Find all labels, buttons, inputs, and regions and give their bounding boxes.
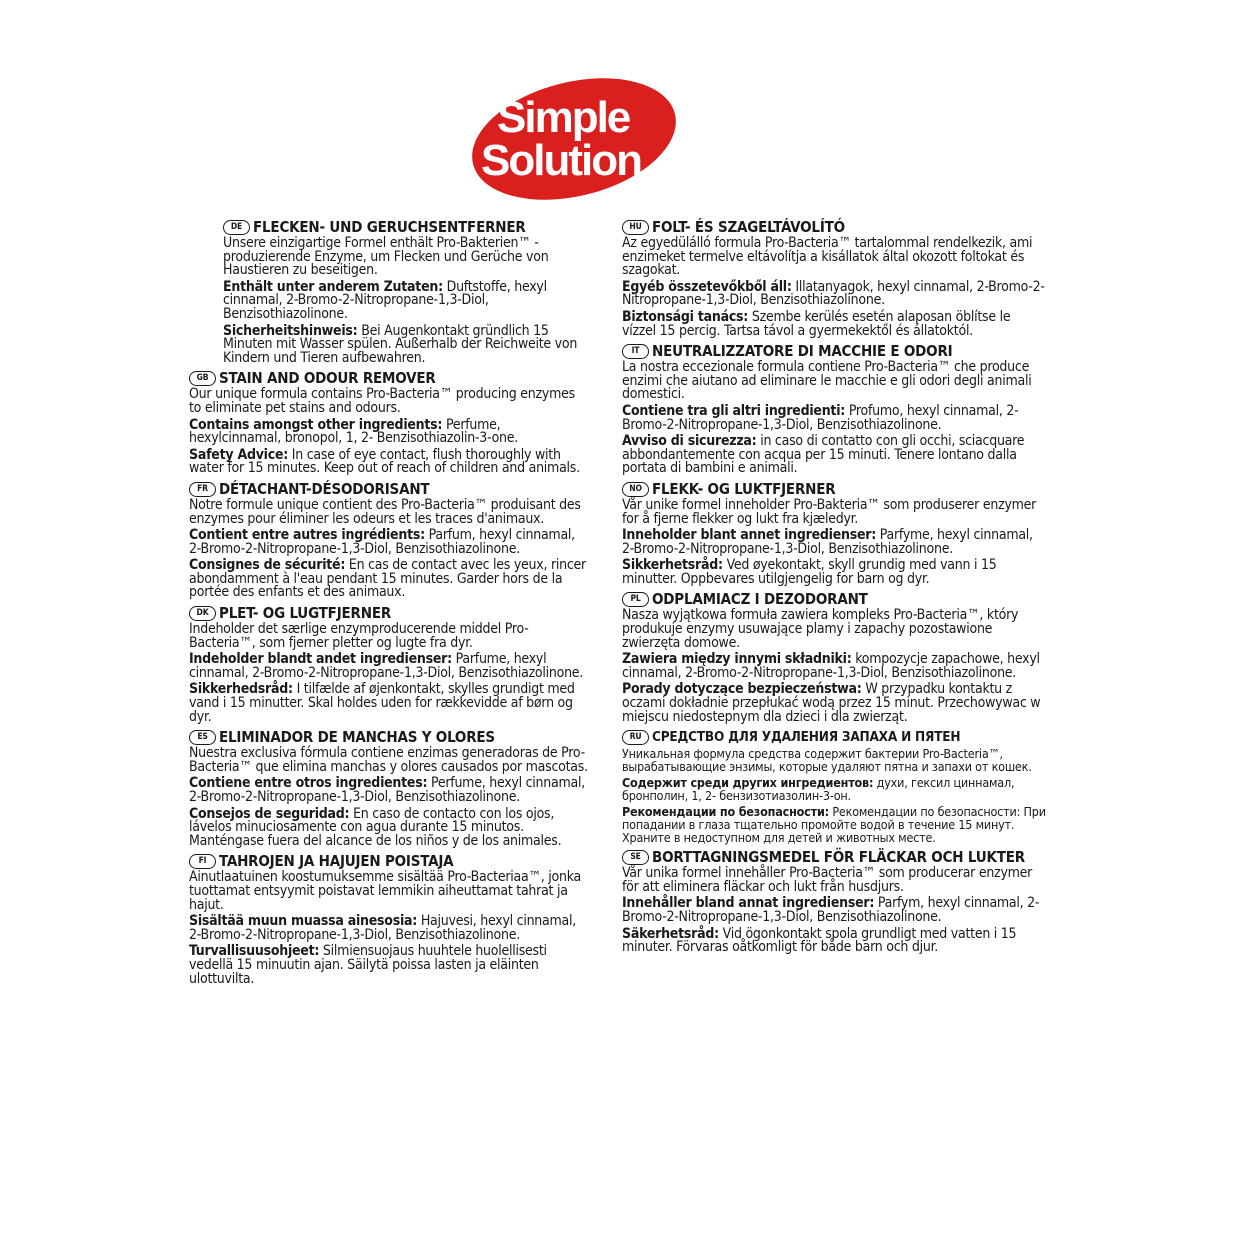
ingredients-text: Profumo, hexyl cinnamal, 2-Bromo-2-Nitropropane-1,3-Diol, Benzisothiazolinone. (622, 402, 1019, 433)
safety-paragraph (622, 925, 1047, 956)
ingredients-paragraph (223, 278, 589, 322)
safety-text: Vid ögonkontakt spola grundligt med vatten i 15 minuter. Förvaras oåtkomligt för både barn och djur. (622, 925, 1017, 956)
section-heading (189, 371, 589, 386)
section-description: Nuestra exclusiva fórmula contiene enzimas generadoras de Pro-Bacteria™ que elimina manchas y olores causados por mascotas. (189, 745, 588, 775)
section-title: FOLT- ÉS SZAGELTÁVOLÍTÓ (652, 218, 845, 236)
section-description: Vår unika formel innehåller Pro-Bacteria™ som producerar enzymer för att eliminera fläckar och lukt från husdjurs. (622, 865, 1033, 895)
ingredients-label: Enthält unter anderem Zutaten: (223, 278, 443, 295)
ingredients-text: Parfume, hexyl cinnamal, 2-Bromo-2-Nitropropane-1,3-Diol, Benzisothiazolinone. (189, 651, 584, 681)
section-it (622, 344, 1047, 476)
section-ru (622, 730, 1047, 844)
section-de (189, 220, 589, 365)
ingredients-label: Содержит среди других ингредиентов: (622, 775, 874, 791)
country-code-badge: PL (622, 592, 649, 607)
section-title: TAHROJEN JA HAJUJEN POISTAJA (219, 852, 454, 871)
section-description: Уникальная формула средства содержит бактерии Pro-Bacteria™, вырабатывающие энзимы, которые удаляют пятна и запахи от кошек. (622, 746, 1032, 775)
ingredients-label: Contient entre autres ingrédients: (189, 527, 425, 544)
section-es (189, 730, 589, 848)
section-description: Az egyedülálló formula Pro-Bacteria™ tartalommal rendelkezik, ami enzimeket termelve eltávolítja a kisállatok által okozott foltokat és szagokat. (622, 235, 1033, 279)
country-code-badge: DK (189, 606, 216, 621)
ingredients-label: Inneholder blant annet ingredienser: (622, 527, 877, 544)
section-heading (189, 606, 589, 621)
safety-label: Consejos de seguridad: (189, 805, 350, 822)
safety-text: Bei Augenkontakt gründlich 15 Minuten mit Wasser spülen. Außerhalb der Reichweite von Kindern und Tieren aufbewahren. (223, 322, 578, 366)
safety-text: Ved øyekontakt, skyll grundig med vann i 15 minutter. Oppbevares utilgjengelig for barn og dyr. (622, 557, 997, 587)
section-heading (622, 220, 1047, 235)
safety-text: Рекомендации по безопасности: При попадании в глаза тщательно промойте водой в течение 15 минут. Храните в недоступном для детей и животных месте. (622, 804, 1046, 846)
right-column (622, 220, 1047, 961)
section-title: PLET- OG LUGTFJERNER (219, 604, 392, 623)
section-title: ELIMINADOR DE MANCHAS Y OLORES (219, 728, 495, 747)
section-dk (189, 606, 589, 724)
safety-paragraph (189, 805, 589, 849)
section-no (622, 479, 1047, 587)
section-heading (189, 730, 589, 745)
safety-label: Biztonsági tanács: (622, 308, 749, 325)
safety-paragraph (189, 559, 589, 600)
section-title: ODPLAMIACZ I DEZODORANT (652, 590, 868, 609)
section-pl (622, 592, 1047, 724)
safety-text: En caso de contacto con los ojos, lávelos minuciosamente con agua durante 15 minutos. Manténgase fuera del alcance de los niños y de los animales. (189, 805, 562, 849)
section-title: NEUTRALIZZATORE DI MACCHIE E ODORI (652, 342, 953, 361)
section-title: BORTTAGNINGSMEDEL FÖR FLÄCKAR OCH LUKTER (652, 848, 1025, 867)
country-code-badge: GB (189, 371, 216, 386)
safety-paragraph (622, 308, 1047, 339)
section-description: Our unique formula contains Pro-Bacteria™ producing enzymes to eliminate pet stains and odours. (189, 386, 575, 416)
safety-label: Consignes de sécurité: (189, 557, 346, 574)
safety-paragraph (622, 683, 1047, 724)
country-code-badge: NO (622, 482, 649, 497)
section-heading (189, 479, 589, 498)
section-fr (189, 479, 589, 601)
ingredients-text: Hajuvesi, hexyl cinnamal, 2-Bromo-2-Nitropropane-1,3-Diol, Benzisothiazolinone. (189, 913, 576, 943)
ingredients-paragraph (622, 402, 1047, 433)
safety-label: Sikkerhetsråd: (622, 557, 723, 574)
safety-text: Szembe kerülés esetén alaposan öblítse le vízzel 15 percig. Tartsa távol a gyermekektől és állatoktól. (622, 308, 1011, 339)
safety-label: Säkerhetsråd: (622, 925, 719, 942)
section-description: La nostra eccezionale formula contiene Pro-Bacteria™ che produce enzimi che aiutano ad eliminare le macchie e gli odori degli animali domestici. (622, 359, 1032, 403)
ingredients-label: Contains amongst other ingredients: (189, 416, 443, 433)
ingredients-text: Perfume, hexyl cinnamal, 2-Bromo-2-Nitropropane-1,3-Diol, Benzisothiazolinone. (189, 775, 585, 805)
ingredients-paragraph (189, 653, 589, 680)
ingredients-paragraph (622, 529, 1047, 556)
section-heading (622, 344, 1047, 359)
left-column (189, 220, 589, 992)
ingredients-text: Duftstoffe, hexyl cinnamal, 2-Bromo-2-Nitropropane-1,3-Diol, Benzisothiazolinone. (223, 278, 547, 322)
ingredients-text: духи, гексил циннамал, бронполин, 1, 2- бензизотиазолин-3-он. (622, 775, 1015, 804)
safety-label: Porady dotyczące bezpieczeństwa: (622, 681, 862, 698)
section-heading (622, 479, 1047, 498)
ingredients-label: Egyéb összetevőkből áll: (622, 278, 792, 295)
country-code-badge: FI (189, 854, 216, 869)
logo-line-2: Solution (481, 136, 641, 185)
ingredients-paragraph (189, 777, 589, 804)
ingredients-label: Contiene entre otros ingredientes: (189, 775, 428, 792)
ingredients-paragraph (622, 897, 1047, 924)
country-code-badge: ES (189, 730, 216, 745)
simple-solution-logo (467, 77, 681, 201)
safety-paragraph (189, 446, 589, 477)
ingredients-label: Zawiera między innymi składniki: (622, 651, 852, 668)
ingredients-text: Perfume, hexylcinnamal, bronopol, 1, 2- Benzisothiazolin-3-one. (189, 416, 519, 447)
section-description: Indeholder det særlige enzymproducerende middel Pro-Bacteria™, som fjerner pletter og lugte fra dyr. (189, 621, 529, 651)
safety-text: En cas de contact avec les yeux, rincer abondamment à l'eau pendant 15 minutes. Garder hors de la portée des enfants et des animaux. (189, 557, 586, 601)
safety-text: In case of eye contact, flush thoroughly with water for 15 minutes. Keep out of reach of children and animals. (189, 446, 580, 477)
ingredients-paragraph (189, 416, 589, 447)
section-heading (622, 730, 1047, 745)
section-heading (622, 592, 1047, 607)
safety-label: Turvallisuusohjeet: (189, 943, 320, 960)
section-heading (189, 854, 589, 869)
country-code-badge: HU (622, 220, 649, 235)
ingredients-text: Parfyme, hexyl cinnamal, 2-Bromo-2-Nitropropane-1,3-Diol, Benzisothiazolinone. (622, 527, 1033, 557)
section-description: Ainutlaatuinen koostumuksemme sisältää Pro-Bacteriaa™, jonka tuottamat entsyymit poistavat lemmikin aiheuttamat tahrat ja hajut. (189, 869, 582, 913)
country-code-badge: FR (189, 482, 216, 497)
safety-text: Silmiensuojaus huuhtele huolellisesti vedellä 15 minuutin ajan. Säilytä poissa lasten ja eläinten ulottuvilta. (189, 943, 547, 987)
ingredients-paragraph (622, 653, 1047, 680)
section-title: СРЕДСТВО ДЛЯ УДАЛЕНИЯ ЗАПАХА И ПЯТЕН (652, 729, 961, 746)
section-hu (622, 220, 1047, 338)
ingredients-paragraph (622, 278, 1047, 309)
safety-label: Safety Advice: (189, 446, 289, 463)
safety-paragraph (622, 805, 1047, 844)
section-title: FLECKEN- UND GERUCHSENTFERNER (253, 218, 526, 236)
country-code-badge: RU (622, 730, 649, 745)
section-heading (223, 220, 589, 235)
country-code-badge: DE (223, 220, 250, 235)
section-title: FLEKK- OG LUKTFJERNER (652, 479, 836, 498)
section-description: Nasza wyjątkowa formuła zawiera kompleks Pro-Bacteria™, który produkuje enzymy usuwające plamy i zapachy pozostawione zwierzęta domowe. (622, 607, 1019, 651)
logo-line-1: Simple (497, 93, 630, 142)
country-code-badge: SE (622, 850, 649, 865)
safety-text: W przypadku kontaktu z oczami dokładnie przepłukać wodą przez 15 minut. Przechowywac w miejscu niedostepnym dla dzieci i dla zwierząt. (622, 681, 1041, 725)
safety-label: Avviso di sicurezza: (622, 433, 757, 450)
ingredients-label: Sisältää muun muassa ainesosia: (189, 913, 418, 930)
ingredients-paragraph (622, 776, 1047, 802)
section-title: DÉTACHANT-DÉSODORISANT (219, 479, 430, 498)
safety-paragraph (223, 322, 589, 366)
safety-text: in caso di contatto con gli occhi, sciacquare abbondantemente con acqua per 15 minuti. Tenere lontano dalla portata di bambini e animali. (622, 433, 1025, 477)
section-fi (189, 854, 589, 986)
section-se (622, 850, 1047, 955)
section-description: Unsere einzigartige Formel enthält Pro-Bakterien™ -produzierende Enzyme, um Flecken und Gerüche von Haustieren zu beseitigen. (223, 235, 549, 279)
safety-text: I tilfælde af øjenkontakt, skylles grundigt med vand i 15 minutter. Skal holdes uden for rækkevidde af børn og dyr. (189, 681, 575, 725)
section-description: Notre formule unique contient des Pro-Bacteria™ produisant des enzymes pour éliminer les odeurs et les traces d'animaux. (189, 496, 581, 527)
safety-label: Sikkerhedsråd: (189, 681, 293, 698)
ingredients-text: kompozycje zapachowe, hexyl cinnamal, 2-Bromo-2-Nitropropane-1,3-Diol, Benzisothiazolinone. (622, 651, 1040, 681)
ingredients-text: Illatanyagok, hexyl cinnamal, 2-Bromo-2-Nitropropane-1,3-Diol, Benzisothiazolinone. (622, 278, 1045, 309)
safety-paragraph (622, 435, 1047, 476)
ingredients-label: Innehåller bland annat ingredienser: (622, 895, 875, 912)
section-heading (622, 850, 1047, 865)
safety-paragraph (189, 945, 589, 986)
ingredients-text: Parfum, hexyl cinnamal, 2-Bromo-2-Nitropropane-1,3-Diol, Benzisothiazolinone. (189, 527, 575, 557)
section-title: STAIN AND ODOUR REMOVER (219, 369, 436, 388)
ingredients-text: Parfym, hexyl cinnamal, 2-Bromo-2-Nitropropane-1,3-Diol, Benzisothiazolinone. (622, 895, 1040, 925)
safety-label: Рекомендации по безопасности: (622, 804, 829, 820)
ingredients-paragraph (189, 529, 589, 556)
country-code-badge: IT (622, 344, 649, 359)
ingredients-label: Contiene tra gli altri ingredienti: (622, 402, 846, 419)
ingredients-paragraph (189, 915, 589, 942)
section-description: Vår unike formel inneholder Pro-Bakteria™ som produserer enzymer for å fjerne flekker og lukt fra kjæledyr. (622, 496, 1037, 527)
safety-paragraph (622, 559, 1047, 586)
ingredients-label: Indeholder blandt andet ingredienser: (189, 651, 452, 668)
section-gb (189, 371, 589, 476)
safety-paragraph (189, 683, 589, 724)
safety-label: Sicherheitshinweis: (223, 322, 358, 339)
